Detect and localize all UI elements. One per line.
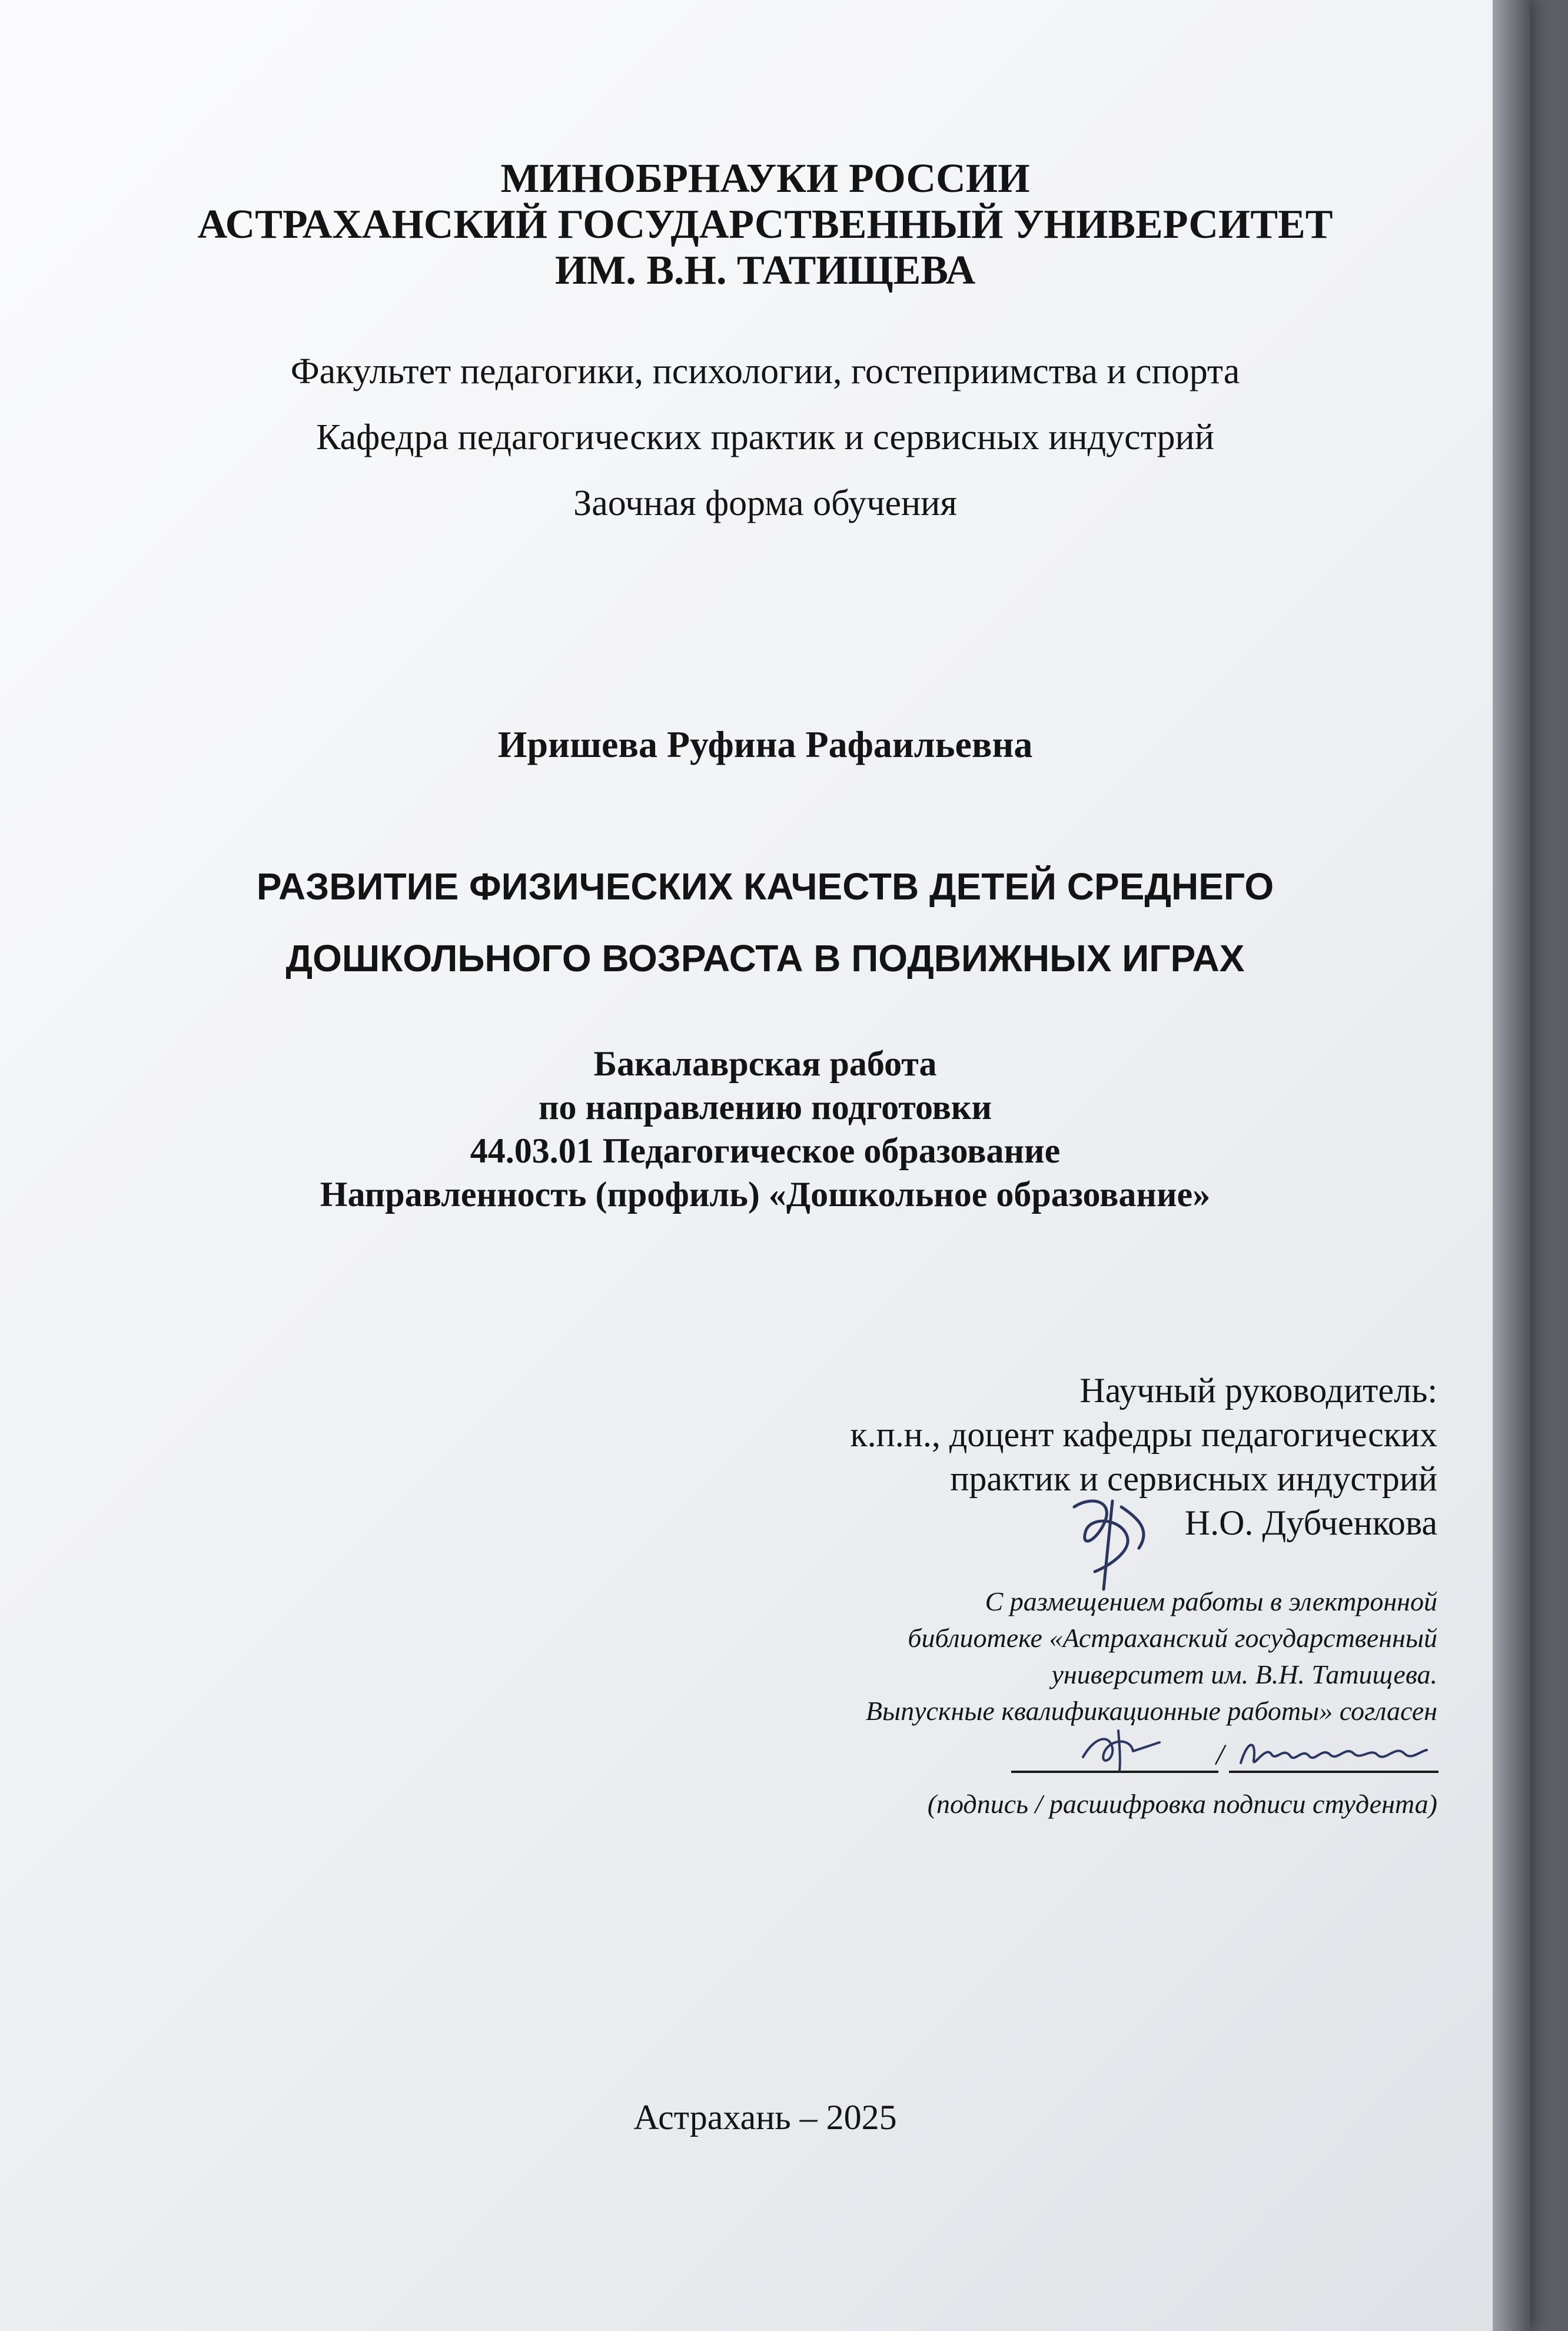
consent-line-2: библиотеке «Астраханский государственный (908, 1623, 1437, 1653)
signature-caption: (подпись / расшифровка подписи студента) (927, 1789, 1437, 1819)
signature-separator: / (1216, 1738, 1224, 1771)
university-name-cont: ИМ. В.Н. ТАТИЩЕВА (554, 248, 976, 293)
supervisor-name: Н.О. Дубченкова (1184, 1503, 1437, 1542)
supervisor-title-1: к.п.н., доцент кафедры педагогических (850, 1415, 1437, 1454)
student-signature-icon (1077, 1725, 1165, 1772)
thesis-title-line-1: РАЗВИТИЕ ФИЗИЧЕСКИХ КАЧЕСТВ ДЕТЕЙ СРЕДНЕГО (256, 865, 1274, 908)
direction-label: по направлению подготовки (538, 1088, 992, 1127)
consent-line-1: С размещением работы в электронной (985, 1586, 1437, 1616)
faculty-name: Факультет педагогики, психологии, гостеприимства и спорта (290, 351, 1240, 391)
supervisor-title-2: практик и сервисных индустрий (950, 1459, 1437, 1498)
page-edge (1493, 0, 1530, 2331)
profile: Направленность (профиль) «Дошкольное образование» (320, 1175, 1211, 1214)
work-type-info (0, 1042, 1530, 1216)
city-year: Астрахань – 2025 (633, 2098, 897, 2137)
institution-header (0, 156, 1530, 294)
thesis-title-line-2: ДОШКОЛЬНОГО ВОЗРАСТА В ПОДВИЖНЫХ ИГРАХ (285, 937, 1245, 979)
faculty-info (0, 338, 1530, 536)
author-name: Иришева Руфина Рафаильевна (497, 723, 1033, 765)
direction-code: 44.03.01 Педагогическое образование (470, 1131, 1061, 1170)
student-name-handwritten-icon (1236, 1734, 1430, 1775)
department-name: Кафедра педагогических практик и сервисных индустрий (316, 417, 1214, 457)
consent-line-3: университет им. В.Н. Татищева. (1051, 1659, 1437, 1689)
university-name: АСТРАХАНСКИЙ ГОСУДАРСТВЕННЫЙ УНИВЕРСИТЕТ (197, 202, 1333, 247)
thesis-title (0, 851, 1530, 994)
supervisor-signature-icon (1051, 1483, 1162, 1595)
consent-line-4: Выпускные квалификационные работы» согласен (865, 1696, 1437, 1726)
study-form: Заочная форма обучения (573, 483, 957, 523)
work-type: Бакалаврская работа (593, 1044, 937, 1083)
consent-block (866, 1583, 1437, 1729)
supervisor-label: Научный руководитель: (1079, 1371, 1437, 1410)
ministry-name: МИНОБРНАУКИ РОССИИ (500, 156, 1030, 201)
